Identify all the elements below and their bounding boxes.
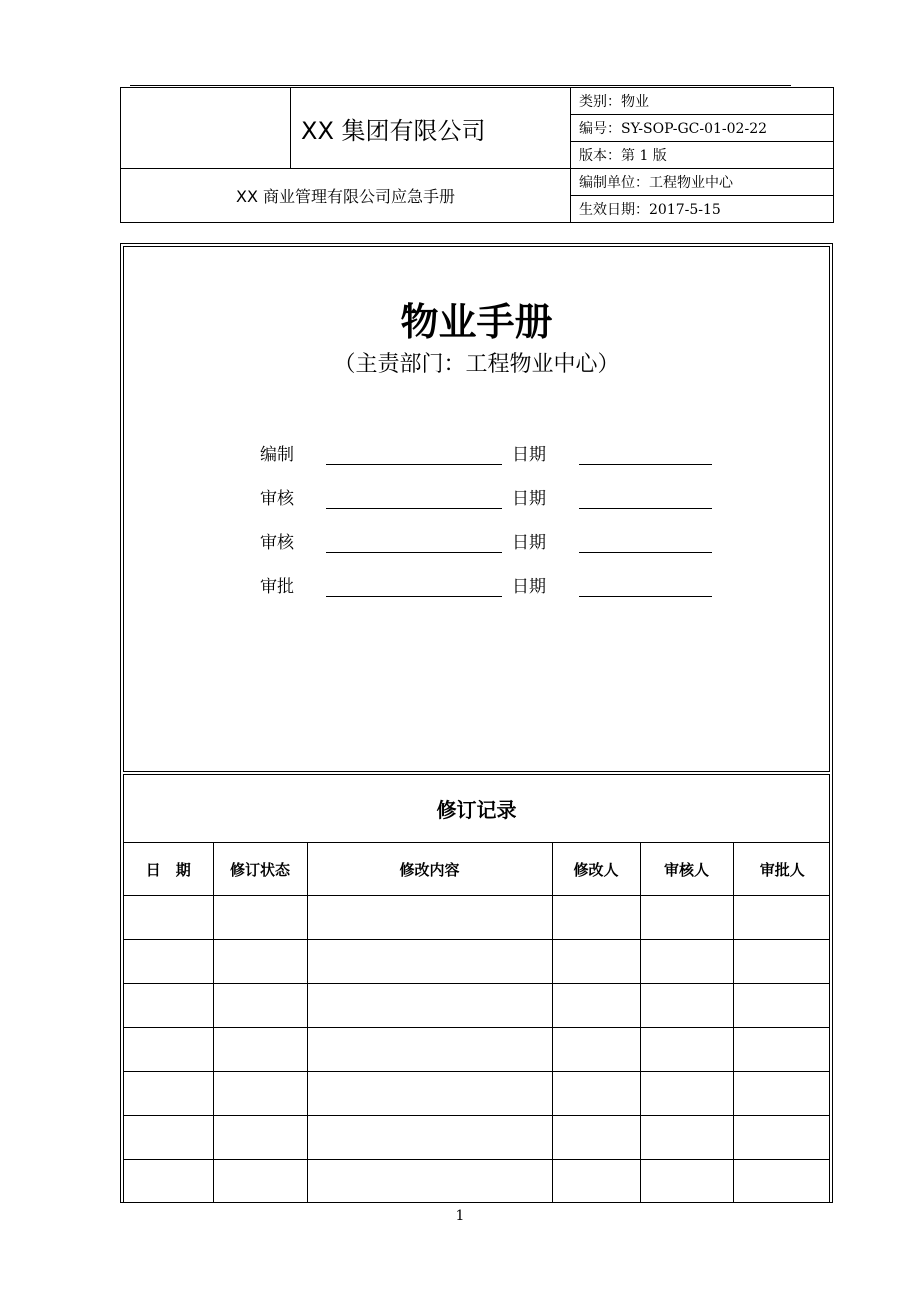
company-name: XX 集团有限公司: [291, 88, 571, 169]
page-title: 物业手册: [400, 300, 553, 344]
signature-row: [124, 484, 829, 514]
revision-section: [123, 774, 830, 1202]
table-row: [124, 1160, 830, 1203]
effective-date-field: 生效日期：2017-5-15: [571, 196, 834, 223]
column-header-modifier: 修改人: [552, 843, 640, 896]
table-row: [124, 1072, 830, 1116]
revision-title: 修订记录: [124, 775, 829, 843]
revision-header-row: [124, 843, 830, 896]
column-header-content: 修改内容: [307, 843, 552, 896]
document-header-table: [120, 87, 834, 223]
signature-row: [124, 440, 829, 470]
date-label: 日期: [512, 489, 546, 509]
signature-line: [326, 464, 502, 465]
date-label: 日期: [512, 533, 546, 553]
table-row: [124, 984, 830, 1028]
page-subtitle: （主责部门：工程物业中心）: [333, 352, 620, 377]
version-field: 版本：第 1 版: [571, 142, 834, 169]
date-line: [579, 596, 712, 597]
signature-label: 审批: [260, 577, 294, 597]
signature-line: [326, 508, 502, 509]
main-frame: [120, 243, 833, 1203]
signature-label: 审核: [260, 489, 294, 509]
column-header-status: 修订状态: [213, 843, 307, 896]
top-rule: [130, 85, 791, 86]
manual-name: XX 商业管理有限公司应急手册: [121, 169, 571, 223]
revision-table: [124, 843, 830, 1202]
date-label: 日期: [512, 577, 546, 597]
date-line: [579, 508, 712, 509]
page-number: 1: [455, 1208, 465, 1224]
logo-cell: [121, 88, 291, 169]
compiling-unit-field: 编制单位：工程物业中心: [571, 169, 834, 196]
category-field: 类别：物业: [571, 88, 834, 115]
column-header-date: 日 期: [124, 843, 213, 896]
table-row: [124, 1116, 830, 1160]
signature-line: [326, 552, 502, 553]
table-row: [124, 1028, 830, 1072]
signature-row: [124, 572, 829, 602]
table-row: [124, 940, 830, 984]
document-number-field: 编号：SY-SOP-GC-01-02-22: [571, 115, 834, 142]
date-label: 日期: [512, 445, 546, 465]
cover-section: [123, 246, 830, 772]
date-line: [579, 552, 712, 553]
column-header-reviewer: 审核人: [640, 843, 733, 896]
signature-label: 审核: [260, 533, 294, 553]
signature-row: [124, 528, 829, 558]
date-line: [579, 464, 712, 465]
column-header-approver: 审批人: [733, 843, 830, 896]
signature-label: 编制: [260, 445, 294, 465]
signature-line: [326, 596, 502, 597]
table-row: [124, 896, 830, 940]
